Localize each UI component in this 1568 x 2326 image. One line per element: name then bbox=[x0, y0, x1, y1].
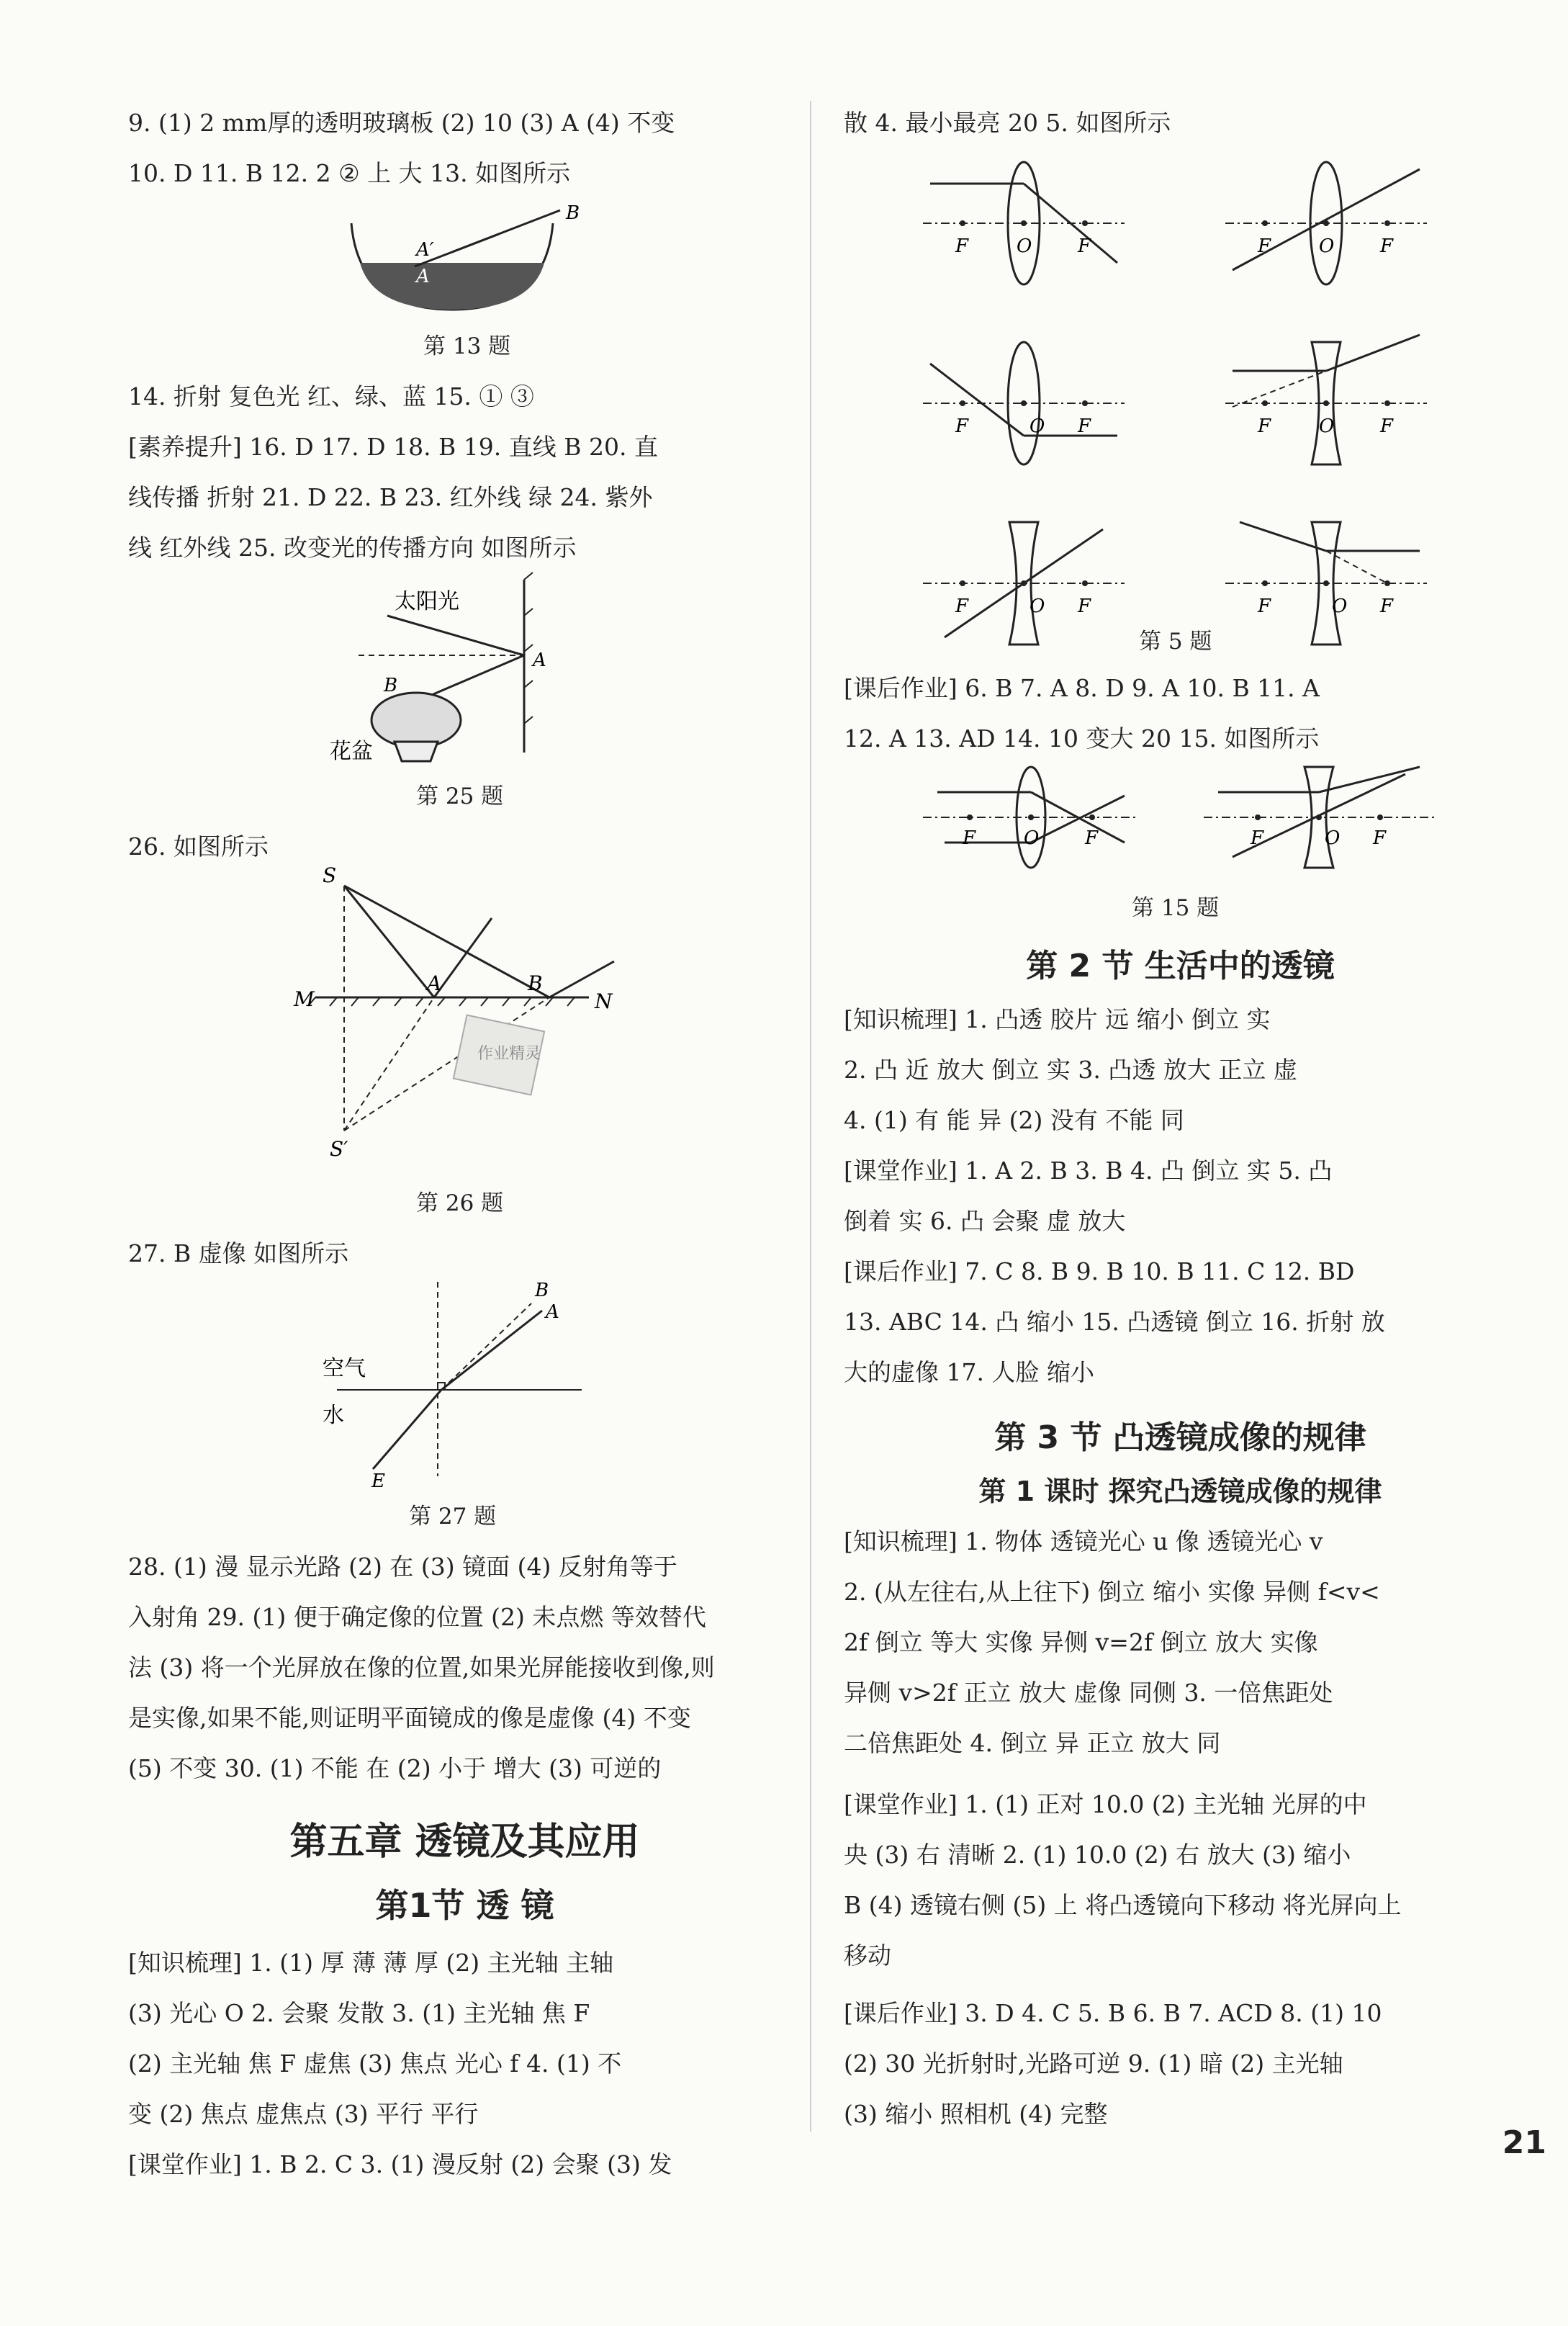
figure-27-caption: 第 27 题 bbox=[409, 1504, 497, 1530]
label-f: F bbox=[955, 416, 969, 437]
label-water: 水 bbox=[323, 1403, 344, 1428]
section-title: 第 2 节 生活中的透镜 bbox=[1026, 948, 1335, 984]
label-s-prime: S′ bbox=[330, 1137, 348, 1161]
answer-line: 9. (1) 2 mm厚的透明玻璃板 (2) 10 (3) A (4) 不变 bbox=[128, 109, 675, 137]
section-title: 第 3 节 凸透镜成像的规律 bbox=[994, 1419, 1366, 1456]
label-m: M bbox=[294, 987, 315, 1011]
convex-lens-diagram bbox=[923, 767, 1139, 868]
column-divider bbox=[810, 101, 811, 2132]
label-n: N bbox=[595, 989, 613, 1013]
figure-5-caption: 第 5 题 bbox=[1139, 629, 1212, 655]
answer-line: 2f 倒立 等大 实像 异侧 v=2f 倒立 放大 实像 bbox=[844, 1628, 1318, 1656]
label-a: A bbox=[416, 266, 430, 287]
figure-27 bbox=[323, 1275, 618, 1492]
label-f: F bbox=[963, 827, 976, 849]
answer-line: [课堂作业] 1. A 2. B 3. B 4. 凸 倒立 实 5. 凸 bbox=[844, 1157, 1333, 1185]
answer-line: [知识梳理] 1. 凸透 胶片 远 缩小 倒立 实 bbox=[844, 1005, 1271, 1033]
label-b: B bbox=[528, 971, 543, 995]
answer-line: 大的虚像 17. 人脸 缩小 bbox=[844, 1358, 1094, 1386]
answer-line: 倒着 实 6. 凸 会聚 虚 放大 bbox=[844, 1207, 1126, 1235]
convex-lens-diagram bbox=[923, 342, 1125, 464]
label-b: B bbox=[384, 675, 398, 696]
label-o: O bbox=[1332, 596, 1348, 617]
label-a-prime: A′ bbox=[416, 239, 434, 261]
watermark-stamp: 作业精灵 bbox=[477, 1045, 541, 1063]
answer-line: 线传播 折射 21. D 22. B 23. 红外线 绿 24. 紫外 bbox=[128, 483, 653, 511]
answer-line: 二倍焦距处 4. 倒立 异 正立 放大 同 bbox=[844, 1729, 1221, 1757]
answer-line: 10. D 11. B 12. 2 ② 上 大 13. 如图所示 bbox=[128, 159, 571, 187]
answer-line: 散 4. 最小最亮 20 5. 如图所示 bbox=[844, 109, 1171, 137]
answer-line: 12. A 13. AD 14. 10 变大 20 15. 如图所示 bbox=[844, 724, 1320, 753]
answer-line: [课后作业] 7. C 8. B 9. B 10. B 11. C 12. BD bbox=[844, 1257, 1355, 1285]
concave-lens-diagram bbox=[1225, 335, 1427, 464]
label-f: F bbox=[1258, 416, 1271, 437]
label-o: O bbox=[1325, 827, 1341, 849]
answer-line: 26. 如图所示 bbox=[128, 832, 269, 861]
label-f: F bbox=[955, 235, 969, 257]
convex-lens-diagram bbox=[1225, 162, 1427, 284]
concave-lens-diagram bbox=[923, 522, 1125, 645]
label-o: O bbox=[1029, 596, 1045, 617]
figure-25-caption: 第 25 题 bbox=[416, 783, 504, 809]
label-f: F bbox=[1380, 416, 1394, 437]
label-a: A bbox=[546, 1301, 559, 1323]
chapter-title: 第五章 透镜及其应用 bbox=[289, 1820, 640, 1864]
label-f: F bbox=[1380, 235, 1394, 257]
label-o: O bbox=[1024, 827, 1040, 849]
label-f: F bbox=[1258, 596, 1271, 617]
figure-26-caption: 第 26 题 bbox=[416, 1190, 504, 1216]
label-o: O bbox=[1319, 235, 1335, 257]
label-f: F bbox=[1078, 596, 1091, 617]
answer-line: 线 红外线 25. 改变光的传播方向 如图所示 bbox=[128, 534, 577, 562]
answer-line: (3) 光心 O 2. 会聚 发散 3. (1) 主光轴 焦 F bbox=[128, 1999, 590, 2027]
label-a: A bbox=[427, 971, 442, 995]
answer-line: 2. (从左往右,从上往下) 倒立 缩小 实像 异侧 f<v< bbox=[844, 1578, 1380, 1606]
answer-line: (2) 主光轴 焦 F 虚焦 (3) 焦点 光心 f 4. (1) 不 bbox=[128, 2049, 622, 2078]
figure-5 bbox=[923, 155, 1513, 702]
answer-line: B (4) 透镜右侧 (5) 上 将凸透镜向下移动 将光屏向上 bbox=[844, 1891, 1402, 1919]
answer-line: [课堂作业] 1. (1) 正对 10.0 (2) 主光轴 光屏的中 bbox=[844, 1790, 1367, 1818]
label-f: F bbox=[1085, 827, 1099, 849]
label-f: F bbox=[1251, 827, 1264, 849]
answer-line: 28. (1) 漫 显示光路 (2) 在 (3) 镜面 (4) 反射角等于 bbox=[128, 1553, 677, 1581]
answer-line: [课后作业] 6. B 7. A 8. D 9. A 10. B 11. A bbox=[844, 674, 1320, 702]
label-f: F bbox=[1380, 596, 1394, 617]
label-f: F bbox=[1373, 827, 1387, 849]
answer-line: [课后作业] 3. D 4. C 5. B 6. B 7. ACD 8. (1) 10 bbox=[844, 1999, 1382, 2027]
answer-line: 入射角 29. (1) 便于确定像的位置 (2) 未点燃 等效替代 bbox=[128, 1603, 706, 1631]
label-f: F bbox=[1078, 416, 1091, 437]
label-flowerpot: 花盆 bbox=[330, 739, 373, 764]
answer-line: 移动 bbox=[844, 1941, 891, 1970]
label-o: O bbox=[1017, 235, 1032, 257]
answer-line: 27. B 虚像 如图所示 bbox=[128, 1239, 349, 1267]
label-o: O bbox=[1029, 416, 1045, 437]
concave-lens-diagram bbox=[1225, 522, 1427, 645]
answer-line: (2) 30 光折射时,光路可逆 9. (1) 暗 (2) 主光轴 bbox=[844, 2049, 1343, 2078]
label-f: F bbox=[1258, 235, 1271, 257]
answer-line: 14. 折射 复色光 红、绿、蓝 15. ① ③ bbox=[128, 382, 534, 410]
answer-line: [素养提升] 16. D 17. D 18. B 19. 直线 B 20. 直 bbox=[128, 433, 658, 461]
answer-line: 2. 凸 近 放大 倒立 实 3. 凸透 放大 正立 虚 bbox=[844, 1056, 1297, 1084]
page-number: 21 bbox=[1502, 2124, 1546, 2161]
section-title: 第1节 透 镜 bbox=[375, 1886, 554, 1925]
label-air: 空气 bbox=[323, 1356, 366, 1381]
label-o: O bbox=[1319, 416, 1335, 437]
convex-lens-diagram bbox=[923, 162, 1125, 284]
answer-line: (3) 缩小 照相机 (4) 完整 bbox=[844, 2100, 1108, 2128]
answer-line: 央 (3) 右 清晰 2. (1) 10.0 (2) 右 放大 (3) 缩小 bbox=[844, 1841, 1351, 1869]
figure-15-caption: 第 15 题 bbox=[1132, 895, 1220, 921]
label-s: S bbox=[323, 863, 337, 887]
answer-line: (5) 不变 30. (1) 不能 在 (2) 小于 增大 (3) 可逆的 bbox=[128, 1754, 662, 1782]
label-b: B bbox=[566, 202, 580, 224]
answer-line: 是实像,如果不能,则证明平面镜成的像是虚像 (4) 不变 bbox=[128, 1704, 691, 1732]
answer-line: [知识梳理] 1. 物体 透镜光心 u 像 透镜光心 v bbox=[844, 1527, 1323, 1555]
label-f: F bbox=[955, 596, 969, 617]
answer-line: 法 (3) 将一个光屏放在像的位置,如果光屏能接收到像,则 bbox=[128, 1653, 715, 1681]
answer-line: 4. (1) 有 能 异 (2) 没有 不能 同 bbox=[844, 1106, 1184, 1134]
figure-25 bbox=[330, 572, 575, 767]
label-b: B bbox=[535, 1280, 549, 1301]
concave-lens-diagram bbox=[1204, 767, 1434, 868]
answer-line: [知识梳理] 1. (1) 厚 薄 薄 厚 (2) 主光轴 主轴 bbox=[128, 1949, 614, 1977]
answer-line: 13. ABC 14. 凸 缩小 15. 凸透镜 倒立 16. 折射 放 bbox=[844, 1308, 1385, 1336]
answer-line: 异侧 v>2f 正立 放大 虚像 同侧 3. 一倍焦距处 bbox=[844, 1679, 1333, 1707]
label-e: E bbox=[371, 1470, 385, 1492]
figure-13-caption: 第 13 题 bbox=[423, 333, 511, 359]
figure-13 bbox=[344, 202, 582, 317]
figure-26 bbox=[294, 863, 632, 1170]
answer-line: [课堂作业] 1. B 2. C 3. (1) 漫反射 (2) 会聚 (3) 发 bbox=[128, 2150, 672, 2178]
label-f: F bbox=[1078, 235, 1091, 257]
label-sunlight: 太阳光 bbox=[395, 589, 459, 614]
figure-15 bbox=[923, 763, 1513, 871]
label-a: A bbox=[533, 650, 546, 671]
answer-line: 变 (2) 焦点 虚焦点 (3) 平行 平行 bbox=[128, 2100, 479, 2128]
lesson-title: 第 1 课时 探究凸透镜成像的规律 bbox=[978, 1476, 1382, 1507]
